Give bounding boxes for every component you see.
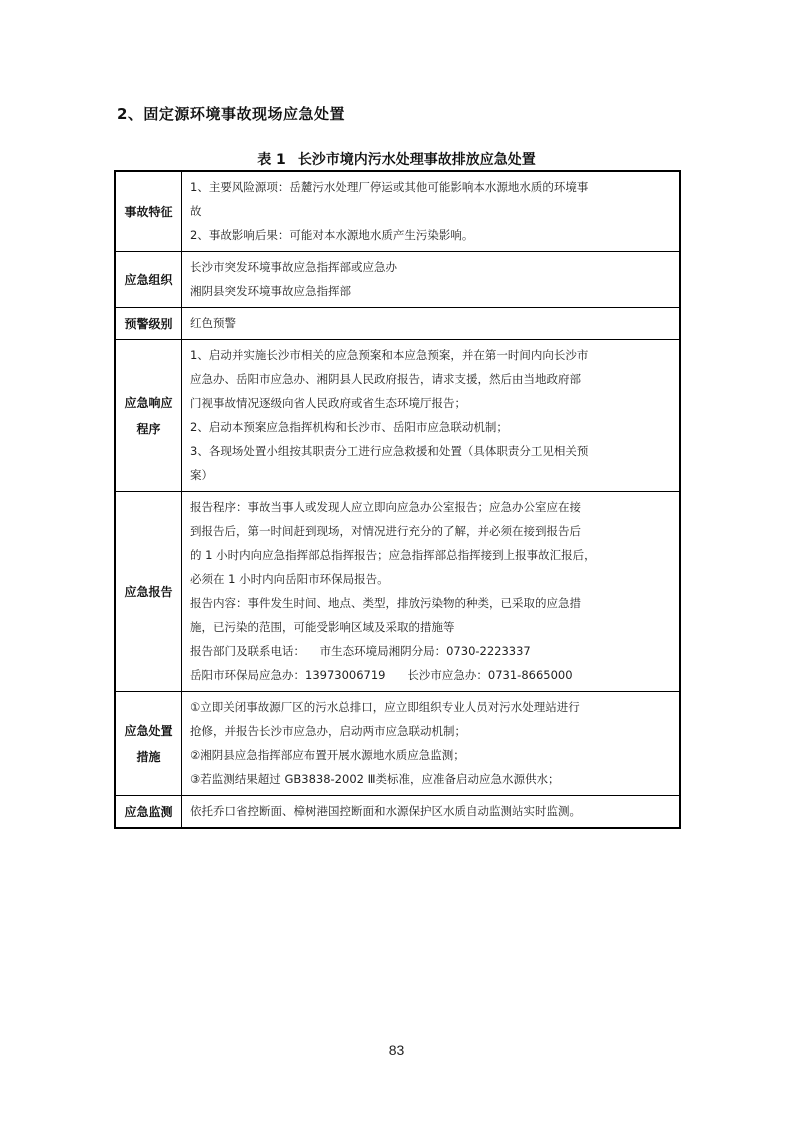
row-header-accident-characteristics: 事故特征 bbox=[115, 171, 182, 252]
row-content-response-procedure: 1、启动并实施长沙市相关的应急预案和本应急预案，并在第一时间内向长沙市 应急办、岳阳市应急办、湘阴县人民政府报告，请求支援，然后由当地政府部 门视事故情况逐级向省人民政府或省生态环境厅报告； 2、启动本预案应急指挥机构和长沙市、岳阳市应急联动机制； 3、各现场处置小组按其职责分工进行应急救援和处置（具体职责分工见相关预 案） bbox=[182, 340, 681, 492]
row-header-emergency-report: 应急报告 bbox=[115, 492, 182, 692]
table-row bbox=[115, 171, 680, 252]
row-content-emergency-organization: 长沙市突发环境事故应急指挥部或应急办 湘阴县突发环境事故应急指挥部 bbox=[182, 252, 681, 308]
table-caption bbox=[0, 149, 793, 169]
row-content-accident-characteristics: 1、主要风险源项：岳麓污水处理厂停运或其他可能影响本水源地水质的环境事 故 2、事故影响后果：可能对本水源地水质产生污染影响。 bbox=[182, 171, 681, 252]
row-content-warning-level: 红色预警 bbox=[182, 308, 681, 340]
page-number: 83 bbox=[388, 1042, 405, 1058]
caption-title: 长沙市境内污水处理事故排放应急处置 bbox=[297, 152, 536, 168]
table-row bbox=[115, 340, 680, 492]
table-row bbox=[115, 692, 680, 796]
row-content-emergency-monitoring: 依托乔口省控断面、樟树港国控断面和水源保护区水质自动监测站实时监测。 bbox=[182, 796, 681, 829]
row-header-emergency-organization: 应急组织 bbox=[115, 252, 182, 308]
table-row bbox=[115, 796, 680, 829]
row-content-disposal-measures: ①立即关闭事故源厂区的污水总排口，应立即组织专业人员对污水处理站进行 抢修，并报告长沙市应急办，启动两市应急联动机制； ②湘阴县应急指挥部应布置开展水源地水质应急监测； ③若监测结果超过 GB3838-2002 Ⅲ类标准，应准备启动应急水源供水； bbox=[182, 692, 681, 796]
table-row bbox=[115, 492, 680, 692]
row-header-emergency-monitoring: 应急监测 bbox=[115, 796, 182, 829]
row-content-emergency-report: 报告程序：事故当事人或发现人应立即向应急办公室报告；应急办公室应在接 到报告后，第一时间赶到现场，对情况进行充分的了解，并必须在接到报告后 的 1 小时内向应急指挥部总指挥报告；应急指挥部总指挥接到上报事故汇报后， 必须在 1 小时内向岳阳市环保局报告。 报告内容：事件发生时间、地点、类型，排放污染物的种类，已采取的应急措 施，已污染的范围，可能受影响区域及采取的措施等 报告部门及联系电话： 市生态环境局湘阴分局：0730-2223337 岳阳市环保局应急办：13973006719 长沙市应急办：0731-8665000 bbox=[182, 492, 681, 692]
table-row bbox=[115, 252, 680, 308]
section-title: 2、固定源环境事故现场应急处置 bbox=[117, 105, 345, 123]
caption-number: 表 1 bbox=[257, 152, 286, 168]
row-header-disposal-measures: 应急处置 措施 bbox=[115, 692, 182, 796]
emergency-response-table bbox=[114, 170, 681, 829]
row-header-warning-level: 预警级别 bbox=[115, 308, 182, 340]
table-row bbox=[115, 308, 680, 340]
row-header-response-procedure: 应急响应 程序 bbox=[115, 340, 182, 492]
